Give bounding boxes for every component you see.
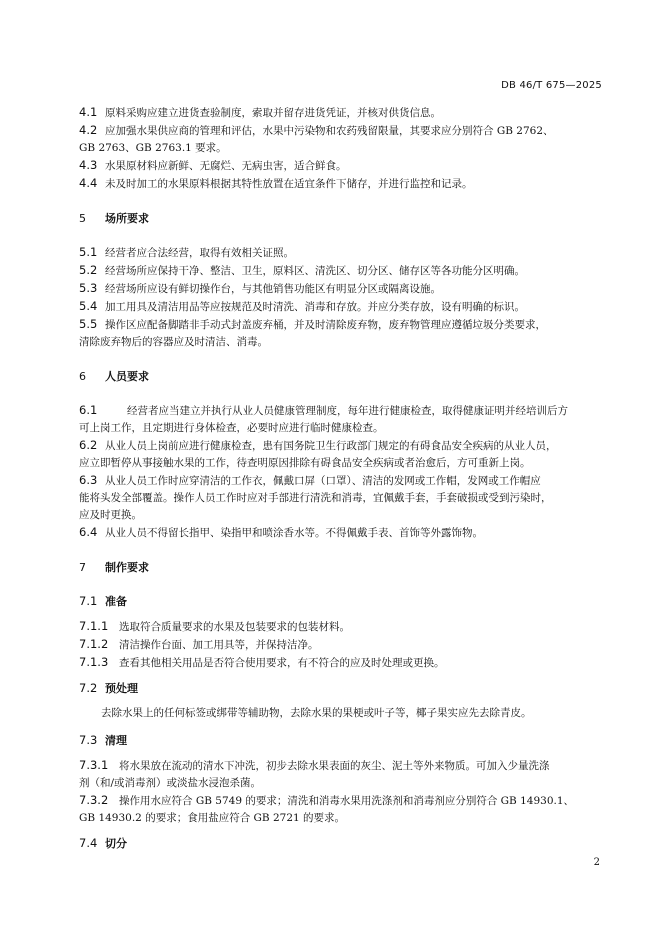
clause-6-3 — [79, 472, 600, 490]
subsection-number: 7.1 — [79, 594, 98, 608]
clause-5-3 — [79, 280, 600, 298]
clause-4-4 — [79, 175, 600, 193]
clause-number: 5.5 — [79, 317, 98, 331]
clause-number: 6.2 — [79, 438, 98, 452]
clause-5-2 — [79, 262, 600, 280]
clause-continuation: GB 14930.2 的要求；食用盐应符合 GB 2721 的要求。 — [79, 812, 346, 824]
page-number: 2 — [593, 857, 600, 868]
clause-5-4 — [79, 298, 600, 316]
clause-text: 清洁操作台面、加工用具等，并保持洁净。 — [119, 639, 319, 651]
clause-4-1 — [79, 104, 600, 122]
subsection-title: 准备 — [105, 595, 127, 608]
clause-text: 将水果放在流动的清水下冲洗，初步去除水果表面的灰尘、泥土等外来物质。可加入少量洗涤 — [119, 760, 550, 772]
section-heading-5 — [79, 210, 600, 227]
clause-7-3-1 — [79, 757, 600, 775]
section-number: 6 — [79, 370, 86, 383]
clause-number: 5.1 — [79, 245, 98, 259]
clause-4-2 — [79, 122, 600, 140]
clause-number: 7.3.2 — [79, 793, 109, 807]
clause-continuation: 剂（和/或消毒剂）或淡盐水浸泡杀菌。 — [79, 777, 262, 789]
clause-6-1 — [79, 402, 600, 420]
section-heading-6 — [79, 368, 600, 385]
clause-number: 7.3.1 — [79, 758, 109, 772]
clause-continuation: GB 2763、GB 2763.1 要求。 — [79, 142, 227, 154]
clause-text: 查看其他相关用品是否符合使用要求，有不符合的应及时处理或更换。 — [119, 657, 445, 669]
clause-5-1 — [79, 244, 600, 262]
clause-continuation: 应立即暂停从事接触水果的工作，待查明原因排除有碍食品安全疾病或者治愈后，方可重新上岗。 — [79, 457, 531, 469]
clause-number: 4.1 — [79, 105, 98, 119]
clause-number: 4.2 — [79, 123, 98, 137]
clause-text: 加工用具及清洁用品等应按规范及时清洗、消毒和存放。并应分类存放，设有明确的标识。 — [105, 301, 525, 313]
subsection-title: 切分 — [105, 837, 127, 850]
clause-text: 水果原材料应新鲜、无腐烂、无病虫害，适合鲜食。 — [105, 160, 347, 172]
clause-number: 6.4 — [79, 525, 98, 539]
clause-number: 7.1.3 — [79, 655, 109, 669]
clause-number: 5.3 — [79, 281, 98, 295]
clause-text: 从业人员工作时应穿清洁的工作衣，佩戴口屏（口罩）、清洁的发网或工作帽，发网或工作帽应 — [105, 475, 541, 487]
clause-text: 原料采购应建立进货查验制度，索取并留存进货凭证，并核对供货信息。 — [105, 107, 441, 119]
clause-text: 从业人员上岗前应进行健康检查，患有国务院卫生行政部门规定的有碍食品安全疾病的从业人员， — [105, 440, 557, 452]
clause-continuation: 清除废弃物后的容器应及时清洁、消毒。 — [79, 336, 268, 348]
clause-number: 5.2 — [79, 263, 98, 277]
clause-text: 选取符合质量要求的水果及包装要求的包装材料。 — [119, 621, 350, 633]
clause-continuation: 应及时更换。 — [79, 509, 142, 521]
clause-7-1-3 — [79, 654, 600, 672]
clause-number: 6.1 — [79, 403, 98, 417]
clause-text: 从业人员不得留长指甲、染指甲和喷涂香水等。不得佩戴手表、首饰等外露饰物。 — [105, 527, 483, 539]
clause-6-4 — [79, 524, 600, 542]
subsection-heading-7-3 — [79, 732, 600, 749]
section-number: 5 — [79, 212, 86, 225]
clause-text: 经营者应合法经营，取得有效相关证照。 — [105, 247, 294, 259]
clause-text: 经营者应当建立并执行从业人员健康管理制度，每年进行健康检查，取得健康证明并经培训后方 — [127, 405, 568, 417]
section-number: 7 — [79, 561, 86, 574]
subsection-number: 7.4 — [79, 836, 98, 850]
clause-6-2 — [79, 437, 600, 455]
subsection-number: 7.2 — [79, 681, 98, 695]
clause-text: 应加强水果供应商的管理和评估，水果中污染物和农药残留限量，其要求应分别符合 GB 2762、 — [105, 125, 554, 137]
clause-number: 4.3 — [79, 158, 98, 172]
subsection-heading-7-4 — [79, 835, 600, 852]
subsection-number: 7.3 — [79, 733, 98, 747]
clause-text: 操作用水应符合 GB 5749 的要求；清洗和消毒水果用洗涤剂和消毒剂应分别符合 GB 14930.1、 — [119, 795, 575, 807]
subsection-title: 预处理 — [105, 682, 138, 695]
clause-7-3-2 — [79, 792, 600, 810]
clause-number: 7.1.2 — [79, 637, 109, 651]
section-heading-7 — [79, 559, 600, 576]
clause-7-1-1 — [79, 618, 600, 636]
clause-number: 7.1.1 — [79, 619, 109, 633]
subsection-heading-7-1 — [79, 593, 600, 610]
section-title: 制作要求 — [105, 561, 149, 574]
clause-text: 经营场所应设有鲜切操作台，与其他销售功能区有明显分区或隔离设施。 — [105, 283, 441, 295]
clause-text: 经营场所应保持干净、整洁、卫生，原料区、清洗区、切分区、储存区等各功能分区明确。 — [105, 265, 525, 277]
clause-text: 未及时加工的水果原料根据其特性放置在适宜条件下储存，并进行监控和记录。 — [105, 178, 473, 190]
subsection-title: 清理 — [105, 734, 127, 747]
clause-continuation: 能将头发全部覆盖。操作人员工作时应对手部进行清洗和消毒，宜佩戴手套，手套破损或受到污染时， — [79, 492, 552, 504]
clause-number: 6.3 — [79, 473, 98, 487]
clause-5-5 — [79, 316, 600, 334]
subsection-heading-7-2 — [79, 680, 600, 697]
clause-number: 5.4 — [79, 299, 98, 313]
document-id: DB 46/T 675—2025 — [501, 80, 602, 91]
section-title: 人员要求 — [105, 370, 149, 383]
clause-number: 4.4 — [79, 176, 98, 190]
clause-continuation: 可上岗工作，且定期进行身体检查，必要时应进行临时健康检查。 — [79, 422, 384, 434]
paragraph-7-2: 去除水果上的任何标签或绑带等辅助物，去除水果的果梗或叶子等，椰子果实应先去除青皮。 — [101, 707, 532, 719]
page-content — [79, 104, 600, 852]
section-title: 场所要求 — [105, 212, 149, 225]
clause-7-1-2 — [79, 636, 600, 654]
clause-text: 操作区应配备脚踏非手动式封盖废弃桶，并及时清除废弃物，废弃物管理应遵循垃圾分类要求， — [105, 319, 546, 331]
clause-4-3 — [79, 157, 600, 175]
